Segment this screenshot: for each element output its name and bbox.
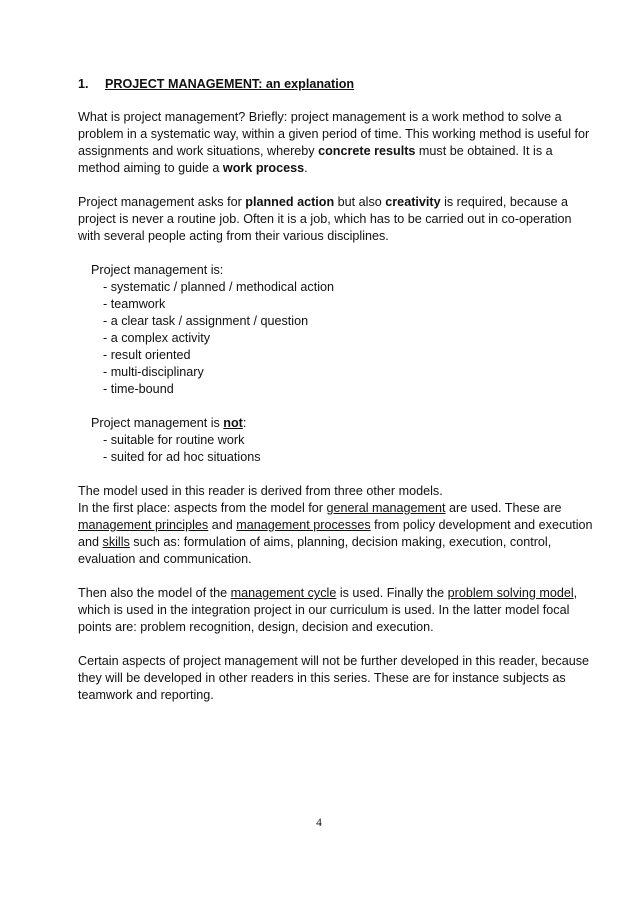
- paragraph-planned-action: [78, 194, 578, 245]
- underlined-text: management principles: [78, 518, 209, 532]
- text-run: is used. Finally the: [336, 586, 448, 600]
- list-title: Project management is:: [91, 263, 224, 277]
- text-run: must be obtained. It is a: [415, 144, 553, 158]
- list-project-management-is-not: [91, 415, 571, 466]
- text-line: teamwork and reporting.: [78, 688, 214, 702]
- paragraph-intro: [78, 109, 590, 177]
- list-title: [91, 415, 571, 432]
- paragraph-models: [78, 483, 593, 568]
- list-item: - systematic / planned / methodical action: [103, 280, 334, 294]
- text-run: :: [242, 416, 247, 430]
- paragraph-other-readers: [78, 653, 590, 704]
- text-run: .: [304, 161, 308, 175]
- list-item: - suited for ad hoc situations: [103, 450, 261, 464]
- text-line: which is used in the integration project in our curriculum is used. In the latter model focal: [78, 603, 570, 617]
- text-line: evaluation and communication.: [78, 552, 252, 566]
- section-title: PROJECT MANAGEMENT: an explanation: [105, 77, 355, 91]
- text-run: such as: formulation of aims, planning, decision making, execution, control,: [129, 535, 552, 549]
- bold-text: planned action: [245, 195, 335, 209]
- paragraph-management-cycle: [78, 585, 578, 636]
- text-line: problem in a systematic way, within a given period of time. This working method is useful for: [78, 127, 590, 141]
- text-run: method aiming to guide a: [78, 161, 223, 175]
- bold-text: concrete results: [318, 144, 416, 158]
- text-line: Certain aspects of project management will not be further developed in this reader, because: [78, 654, 590, 668]
- list-item: - teamwork: [103, 297, 166, 311]
- bold-text: work process: [222, 161, 305, 175]
- list-item: - a clear task / assignment / question: [103, 314, 309, 328]
- text-line: [78, 585, 578, 602]
- text-run: In the first place: aspects from the model for: [78, 501, 327, 515]
- text-line: [78, 194, 578, 211]
- text-line: they will be developed in other readers in this series. These are for instance subjects as: [78, 671, 566, 685]
- text-run: Then also the model of the: [78, 586, 231, 600]
- list-item: - suitable for routine work: [103, 433, 245, 447]
- text-run: is required, because a: [440, 195, 569, 209]
- text-run: from policy development and execution: [370, 518, 593, 532]
- text-run: but also: [334, 195, 386, 209]
- text-line: What is project management? Briefly: project management is a work method to solve a: [78, 110, 562, 124]
- list-item: - a complex activity: [103, 331, 211, 345]
- text-run: ,: [573, 586, 578, 600]
- text-line: The model used in this reader is derived from three other models.: [78, 484, 443, 498]
- text-run: Project management is: [91, 416, 224, 430]
- text-run: and: [208, 518, 237, 532]
- text-line: [78, 160, 578, 177]
- section-number: 1.: [78, 77, 89, 91]
- list-item: - multi-disciplinary: [103, 365, 204, 379]
- page-number: 4: [316, 817, 322, 829]
- text-run: and: [78, 535, 103, 549]
- text-run: Project management asks for: [78, 195, 246, 209]
- underlined-text: management processes: [236, 518, 371, 532]
- text-line: points are: problem recognition, design, decision and execution.: [78, 620, 434, 634]
- underlined-text: problem solving model: [447, 586, 574, 600]
- text-line: project is never a routine job. Often it is a job, which has to be carried out in co-operation: [78, 212, 572, 226]
- text-line: [78, 500, 578, 517]
- text-line: with several people acting from their various disciplines.: [78, 229, 389, 243]
- underlined-text: general management: [326, 501, 446, 515]
- text-run: assignments and work situations, whereby: [78, 144, 319, 158]
- underlined-text: management cycle: [230, 586, 337, 600]
- list-item: - time-bound: [103, 382, 174, 396]
- text-run: are used. These are: [445, 501, 562, 515]
- bold-underlined-text: not: [223, 416, 243, 430]
- list-item: - result oriented: [103, 348, 191, 362]
- bold-text: creativity: [385, 195, 441, 209]
- text-line: [78, 534, 578, 551]
- text-line: [78, 143, 578, 160]
- list-project-management-is: [91, 262, 571, 398]
- underlined-text: skills: [102, 535, 130, 549]
- section-heading: [78, 76, 354, 93]
- text-line: [78, 517, 593, 534]
